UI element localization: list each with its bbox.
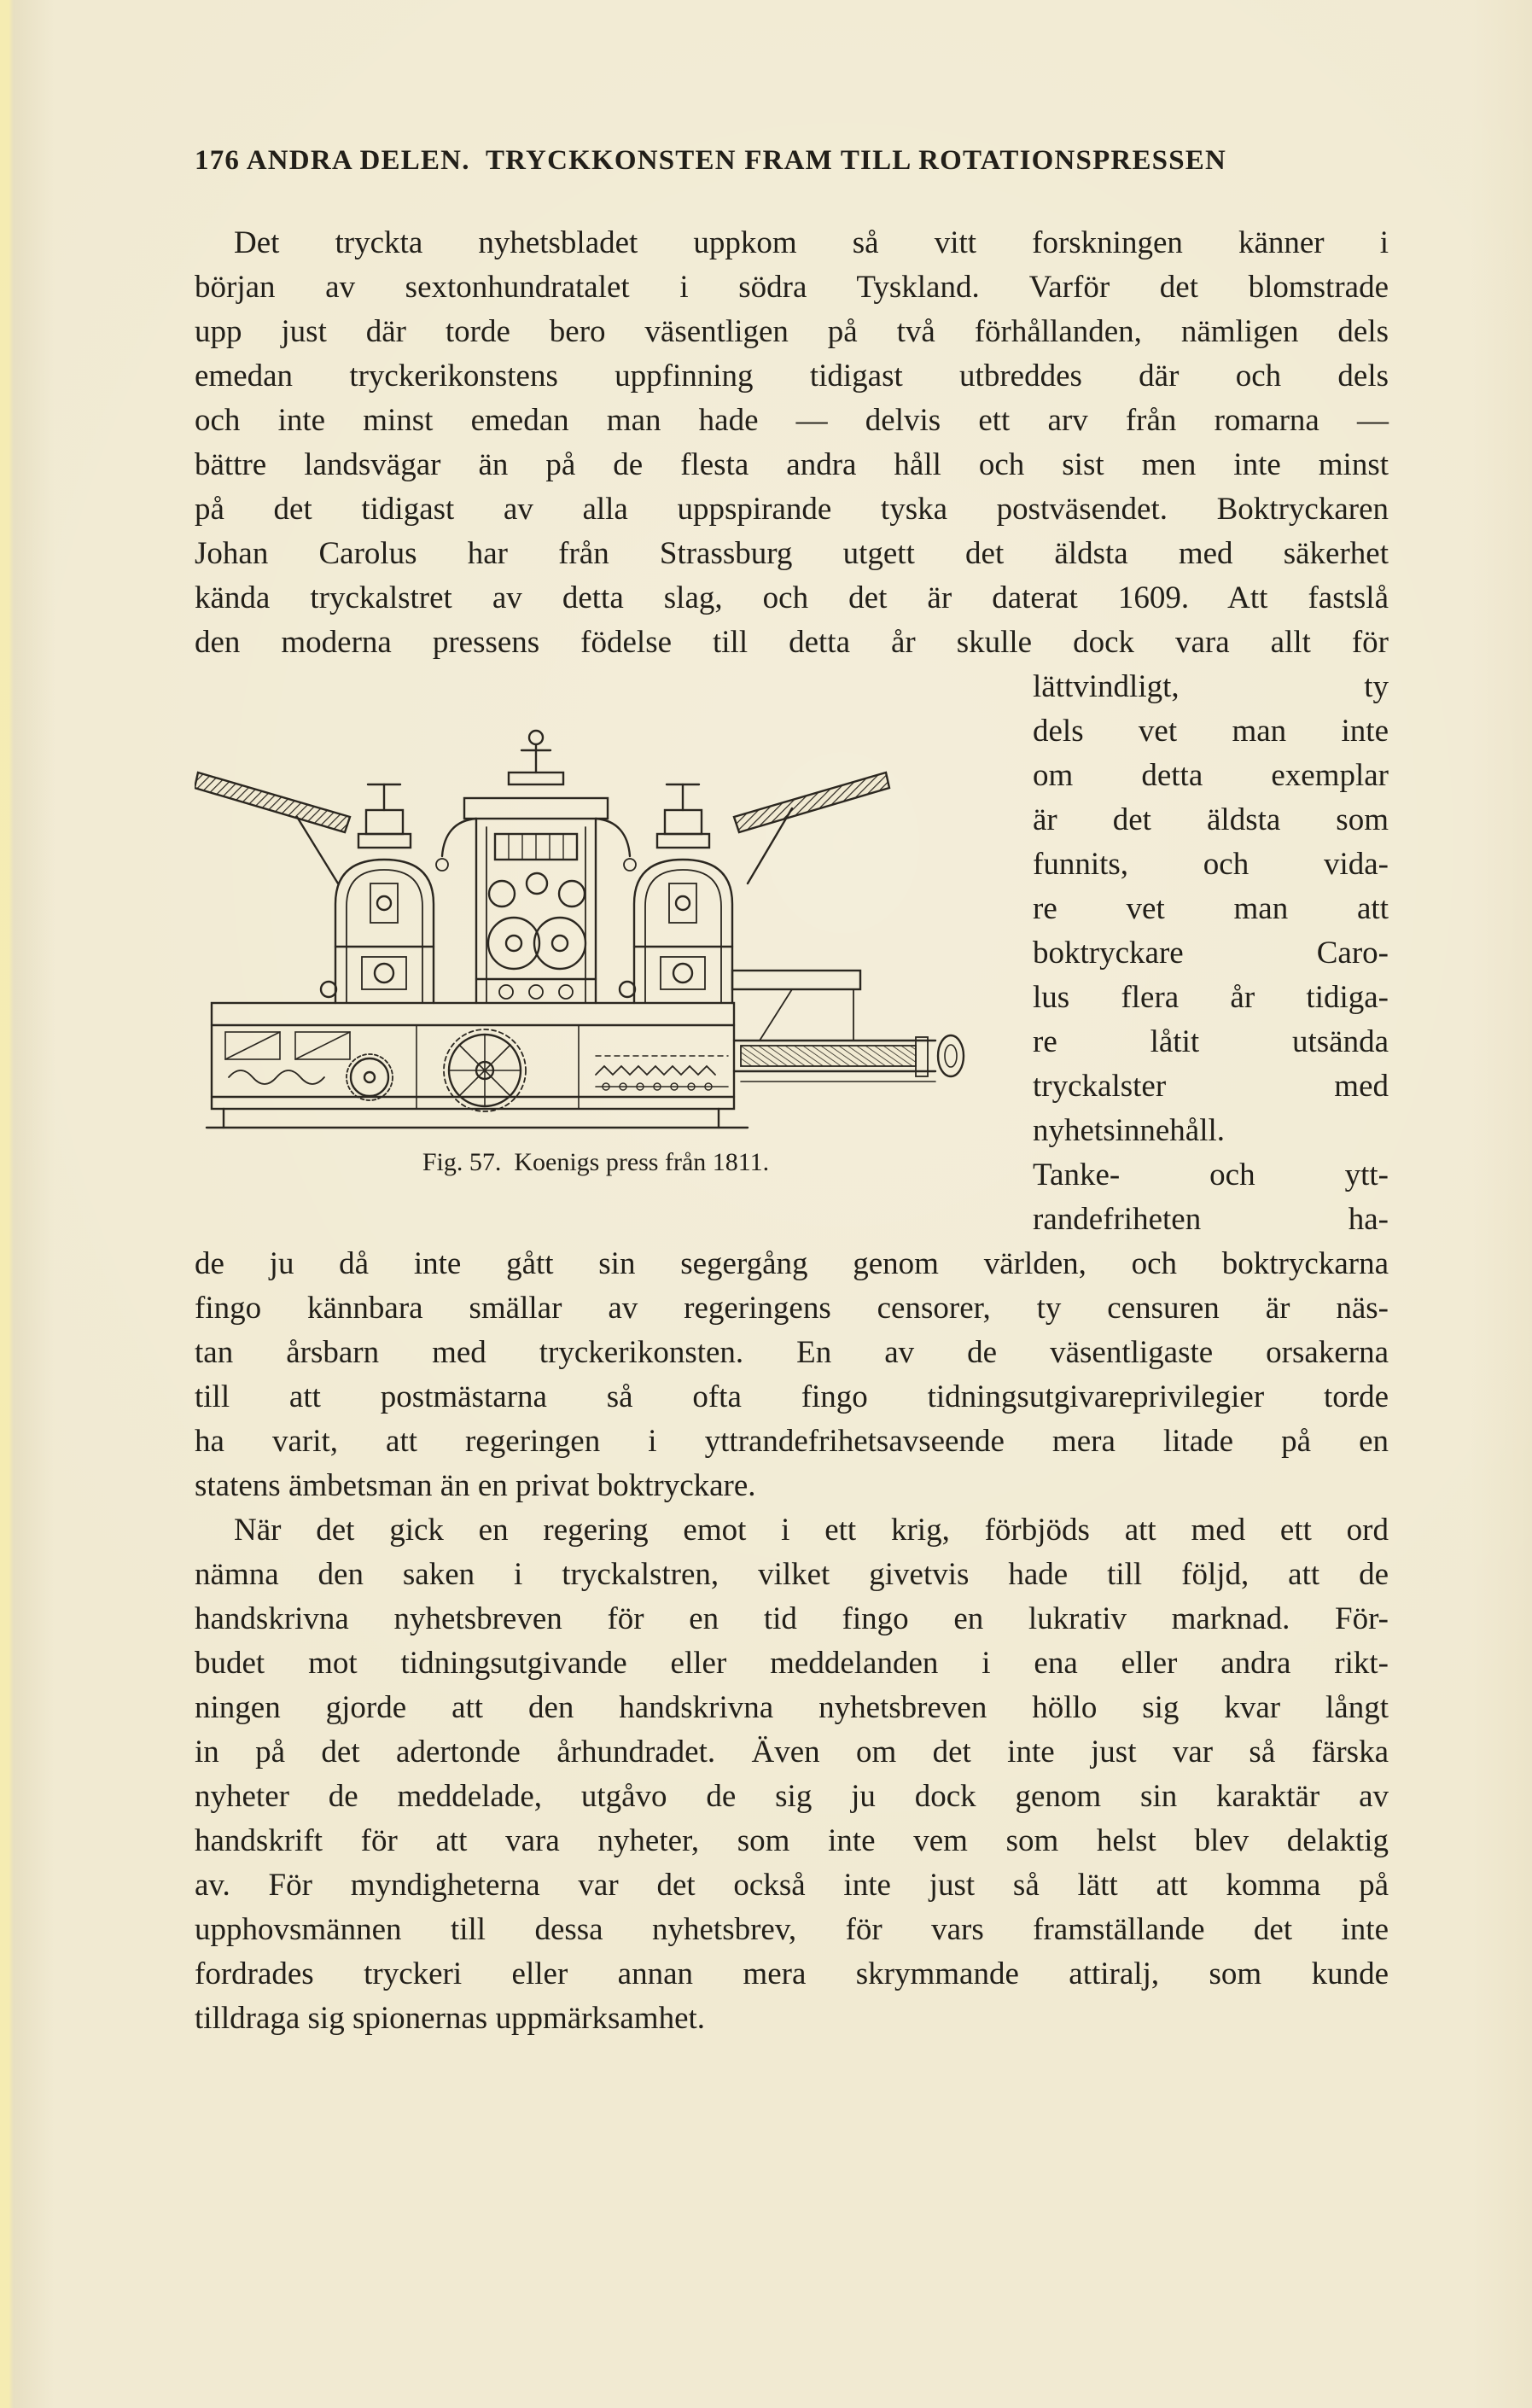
text-line: budet mot tidningsutgivande eller meddelanden i ena eller andra rikt- <box>195 1646 1389 1681</box>
text-line: re vet man att <box>1033 891 1389 926</box>
text-line: nämna den saken i tryckalstren, vilket givetvis hade till följd, att de <box>195 1557 1389 1592</box>
text-line: randefriheten ha- <box>1033 1202 1389 1237</box>
side-column <box>1033 665 1389 1242</box>
running-header: 176 ANDRA DELEN. TRYCKKONSTEN FRAM TILL ROTATIONSPRESSEN <box>195 145 1227 176</box>
text-line: bättre landsvägar än på de flesta andra håll och sist men inte minst <box>195 447 1389 482</box>
continuation-paragraph <box>195 1242 1389 1508</box>
koenig-press-illustration <box>195 689 997 1133</box>
text-line: boktryckare Caro- <box>1033 936 1389 971</box>
text-line: Johan Carolus har från Strassburg utgett det äldsta med säkerhet <box>195 536 1389 571</box>
text-line: ningen gjorde att den handskrivna nyhetsbreven höllo sig kvar långt <box>195 1690 1389 1725</box>
text-line: början av sextonhundratalet i södra Tyskland. Varför det blomstrade <box>195 270 1389 305</box>
text-line: När det gick en regering emot i ett krig, förbjöds att med ett ord <box>234 1513 1389 1548</box>
text-line: de ju då inte gått sin segergång genom världen, och boktryckarna <box>195 1246 1389 1281</box>
text-line: emedan tryckerikonstens uppfinning tidigast utbreddes där och dels <box>195 359 1389 394</box>
text-line: upphovsmännen till dessa nyhetsbrev, för vars framställande det inte <box>195 1912 1389 1947</box>
figure <box>195 665 997 1177</box>
page-content <box>195 145 1389 2041</box>
text-line: den moderna pressens födelse till detta år skulle dock vara allt för <box>195 625 1389 660</box>
text-line: dels vet man inte <box>1033 714 1389 749</box>
text-line: Det tryckta nyhetsbladet uppkom så vitt forskningen känner i <box>234 225 1389 260</box>
text-line: till att postmästarna så ofta fingo tidningsutgivareprivilegier torde <box>195 1379 1389 1414</box>
text-line: tryckalster med <box>1033 1069 1389 1104</box>
text-line: handskrift för att vara nyheter, som inte vem som helst blev delaktig <box>195 1823 1389 1858</box>
text-line: nyhetsinnehåll. <box>1033 1113 1226 1148</box>
text-line: av. För myndigheterna var det också inte just så lätt att komma på <box>195 1868 1389 1903</box>
paragraph-1 <box>195 221 1389 665</box>
text-line: lättvindligt, ty <box>1033 669 1389 704</box>
text-line: in på det adertonde århundradet. Även om det inte just var så färska <box>195 1735 1389 1770</box>
figure-text-section <box>195 665 1389 1242</box>
text-line: fordrades tryckeri eller annan mera skrymmande attiralj, som kunde <box>195 1956 1389 1991</box>
paragraph-2 <box>195 1508 1389 2041</box>
text-line: fingo kännbara smällar av regeringens censorer, ty censuren är näs- <box>195 1291 1389 1326</box>
text-line: om detta exemplar <box>1033 758 1389 793</box>
text-line: statens ämbetsman än en privat boktryckare. <box>195 1468 756 1503</box>
text-line: handskrivna nyhetsbreven för en tid fingo en lukrativ marknad. För- <box>195 1601 1389 1636</box>
text-line: och inte minst emedan man hade — delvis ett arv från romarna — <box>195 403 1389 438</box>
text-line: ha varit, att regeringen i yttrandefrihetsavseende mera litade på en <box>195 1424 1389 1459</box>
text-line: tan årsbarn med tryckerikonsten. En av de väsentligaste orsakerna <box>195 1335 1389 1370</box>
text-line: funnits, och vida- <box>1033 847 1389 882</box>
figure-caption: Fig. 57. Koenigs press från 1811. <box>422 1148 770 1176</box>
text-line: tilldraga sig spionernas uppmärksamhet. <box>195 2001 706 2036</box>
text-line: re låtit utsända <box>1033 1024 1389 1059</box>
text-line: upp just där torde bero väsentligen på två förhållanden, nämligen dels <box>195 314 1389 349</box>
text-line: Tanke- och ytt- <box>1033 1157 1389 1192</box>
text-line: på det tidigast av alla uppspirande tyska postväsendet. Boktryckaren <box>195 492 1389 527</box>
text-line: är det äldsta som <box>1033 802 1389 837</box>
text-line: kända tryckalstret av detta slag, och det är daterat 1609. Att fastslå <box>195 580 1389 615</box>
text-line: lus flera år tidiga- <box>1033 980 1389 1015</box>
text-line: nyheter de meddelade, utgåvo de sig ju dock genom sin karaktär av <box>195 1779 1389 1814</box>
